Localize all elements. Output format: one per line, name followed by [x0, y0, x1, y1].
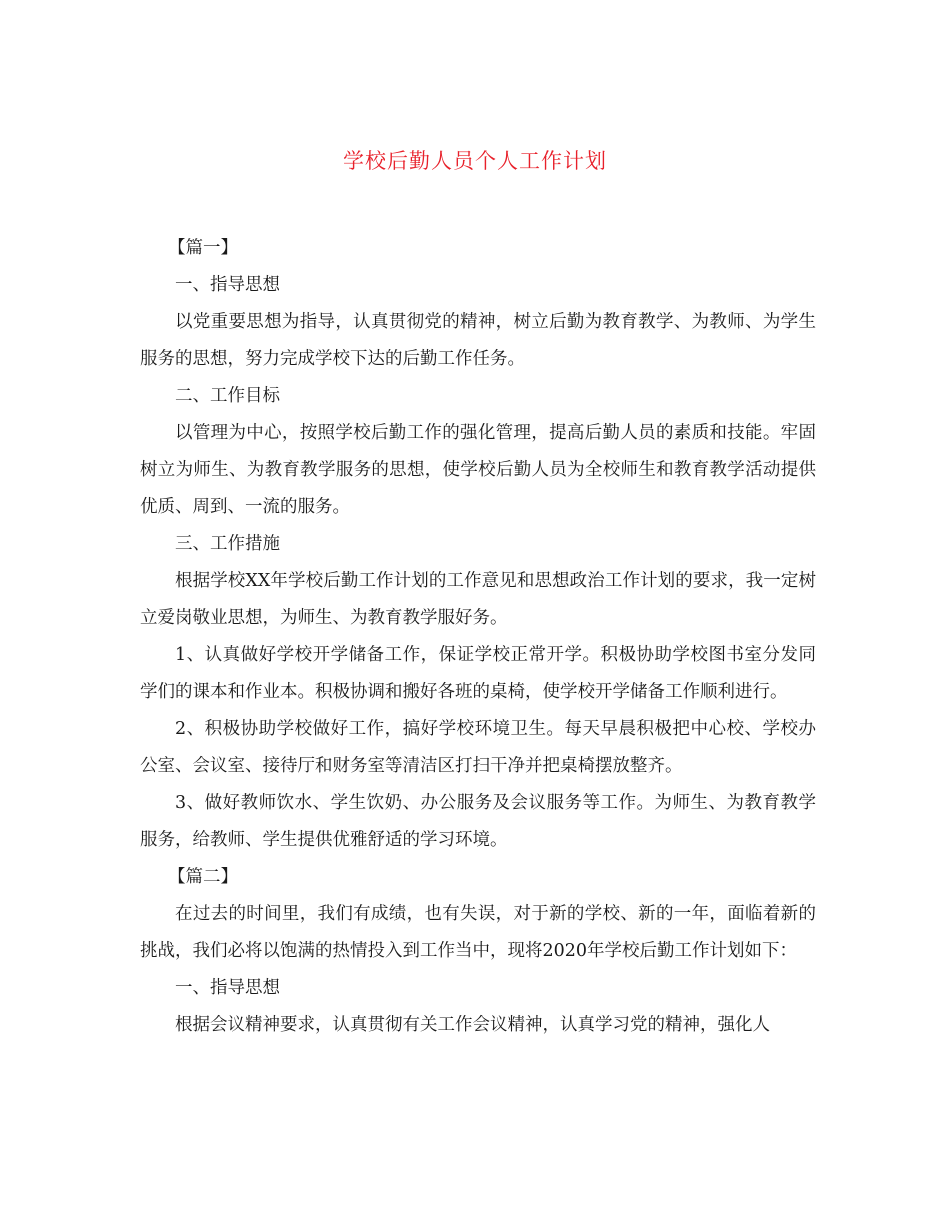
list-item: 3、做好教师饮水、学生饮奶、办公服务及会议服务等工作。为师生、为教育教学服务，给教师、学生提供优雅舒适的学习环境。 — [140, 793, 816, 850]
document-title: 学校后勤人员个人工作计划 — [343, 149, 607, 173]
paragraph: 在过去的时间里，我们有成绩，也有失误，对于新的学校、新的一年，面临着新的挑战，我们必将以饱满的热情投入到工作当中，现将2020年学校后勤工作计划如下： — [140, 904, 816, 961]
section-heading-part-1: 【篇一】 — [168, 238, 238, 258]
list-item: 1、认真做好学校开学储备工作，保证学校正常开学。积极协助学校图书室分发同学们的课本和作业本。积极协调和搬好各班的桌椅，使学校开学储备工作顺利进行。 — [140, 645, 816, 702]
heading-work-measures: 三、工作措施 — [175, 534, 280, 554]
paragraph: 以管理为中心，按照学校后勤工作的强化管理，提高后勤人员的素质和技能。牢固树立为师生、为教育教学服务的思想，使学校后勤人员为全校师生和教育教学活动提供优质、周到、一流的服务。 — [140, 423, 816, 517]
heading-guiding-ideology: 一、指导思想 — [175, 978, 280, 998]
paragraph: 根据会议精神要求，认真贯彻有关工作会议精神，认真学习党的精神，强化人 — [175, 1015, 770, 1035]
section-heading-part-2: 【篇二】 — [168, 867, 238, 887]
document-body — [140, 230, 816, 1044]
paragraph: 根据学校XX年学校后勤工作计划的工作意见和思想政治工作计划的要求，我一定树立爱岗敬业思想，为师生、为教育教学服好务。 — [140, 571, 816, 628]
list-item: 2、积极协助学校做好工作，搞好学校环境卫生。每天早晨积极把中心校、学校办公室、会议室、接待厅和财务室等清洁区打扫干净并把桌椅摆放整齐。 — [140, 719, 816, 776]
heading-guiding-ideology: 一、指导思想 — [175, 275, 280, 295]
heading-work-goals: 二、工作目标 — [175, 386, 280, 406]
paragraph: 以党重要思想为指导，认真贯彻党的精神，树立后勤为教育教学、为教师、为学生服务的思想，努力完成学校下达的后勤工作任务。 — [140, 312, 816, 369]
